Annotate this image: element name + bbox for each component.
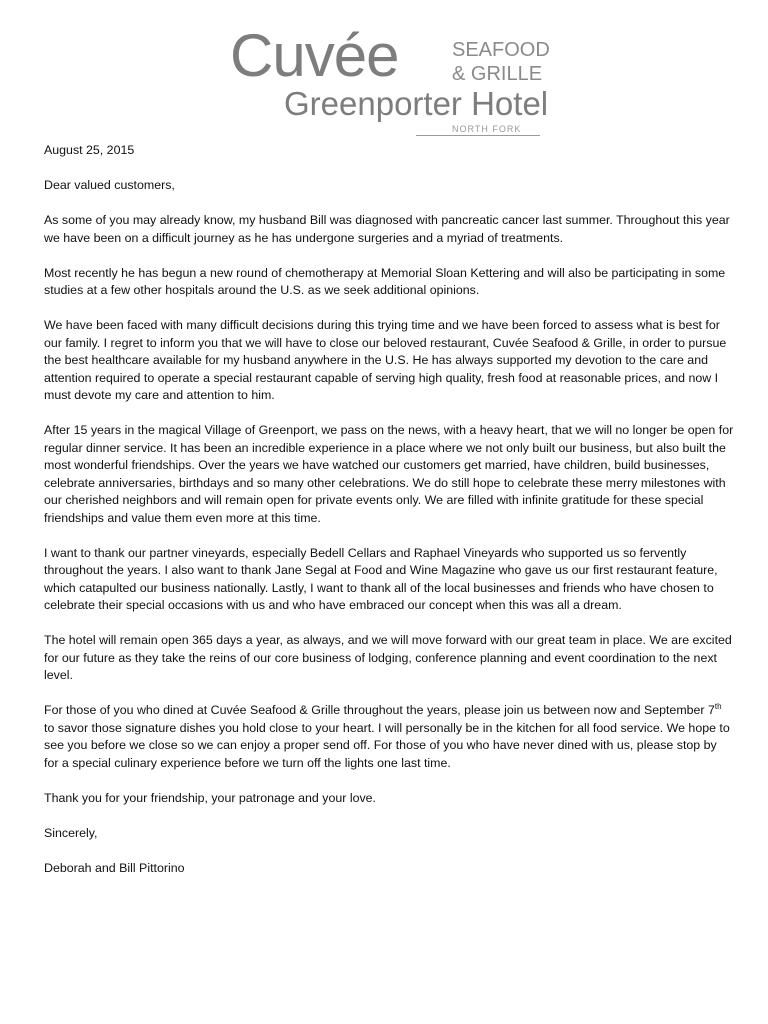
ordinal-suffix: th <box>714 702 722 711</box>
letter-signature: Deborah and Bill Pittorino <box>44 860 185 875</box>
letter-paragraph-3: We have been faced with many difficult decisions during this trying time and we have been forced to assess what is best for our family. I regret to inform you that we will have to close our beloved restaurant, Cuvée Seafood & Grille, in order to pursue the best healthcare available for my husband anywhere in the U.S. He has always supported my devotion to the care and attention required to operate a special restaurant capable of serving high quality, fresh food at reasonable prices, and now I must devote my care and attention to him. <box>44 318 727 402</box>
logo-hotel: Greenporter Hotel <box>284 85 549 122</box>
letter-paragraph-1: As some of you may already know, my husband Bill was diagnosed with pancreatic cancer last summer. Throughout this year we have been on a difficult journey as he has undergone surgeries and a myriad of treatments. <box>44 213 730 245</box>
letter-paragraph-7 <box>44 702 734 772</box>
letter-paragraph-8: Thank you for your friendship, your patronage and your love. <box>44 790 376 805</box>
logo-region: NORTH FORK <box>452 124 522 134</box>
logo-grille: & GRILLE <box>452 63 543 85</box>
logo-divider <box>416 135 540 136</box>
letter-closing: Sincerely, <box>44 825 98 840</box>
logo-name: Cuvée <box>230 22 399 89</box>
letter-date: August 25, 2015 <box>44 143 135 157</box>
paragraph-7-start: For those of you who dined at Cuvée Seafood & Grille throughout the years, please join us between now and September 7 <box>44 703 715 717</box>
letter-paragraph-4: After 15 years in the magical Village of Greenport, we pass on the news, with a heavy heart, that we will no longer be open for regular dinner service. It has been an incredible experience in a place where we not only built our business, but also built the most wonderful friendships. Over the years we have watched our customers get married, have children, build businesses, celebrate anniversaries, birthdays and so many other celebrations. We do still hope to celebrate these merry milestones with our cherished neighbors and will remain open for private events only. We are filled with infinite gratitude for these special friendships and value them even more at this time. <box>44 423 734 525</box>
letter-salutation: Dear valued customers, <box>44 178 175 192</box>
logo-seafood: SEAFOOD <box>452 39 550 61</box>
letter-paragraph-5: I want to thank our partner vineyards, especially Bedell Cellars and Raphael Vineyards who supported us so fervently throughout the years. I also want to thank Jane Segal at Food and Wine Magazine who gave us our first restaurant feature, which catapulted our business nationally. Lastly, I want to thank all of the local businesses and friends who have chosen to celebrate their special occasions with us and who have embraced our concept when this was all a dream. <box>44 545 718 612</box>
restaurant-logo <box>226 22 550 142</box>
paragraph-7-end: to savor those signature dishes you hold close to your heart. I will personally be in the kitchen for all food service. We hope to see you before we close so we can enjoy a proper send off. For those of you who have never dined with us, please stop by for a special culinary experience before we turn off the lights one last time. <box>44 720 730 770</box>
letter-body <box>44 142 734 877</box>
letter-paragraph-2: Most recently he has begun a new round of chemotherapy at Memorial Sloan Kettering and will also be participating in some studies at a few other hospitals around the U.S. as we seek additional opinions. <box>44 265 726 297</box>
letter-paragraph-6: The hotel will remain open 365 days a year, as always, and we will move forward with our great team in place. We are excited for our future as they take the reins of our core business of lodging, conference planning and event coordination to the next level. <box>44 633 732 682</box>
